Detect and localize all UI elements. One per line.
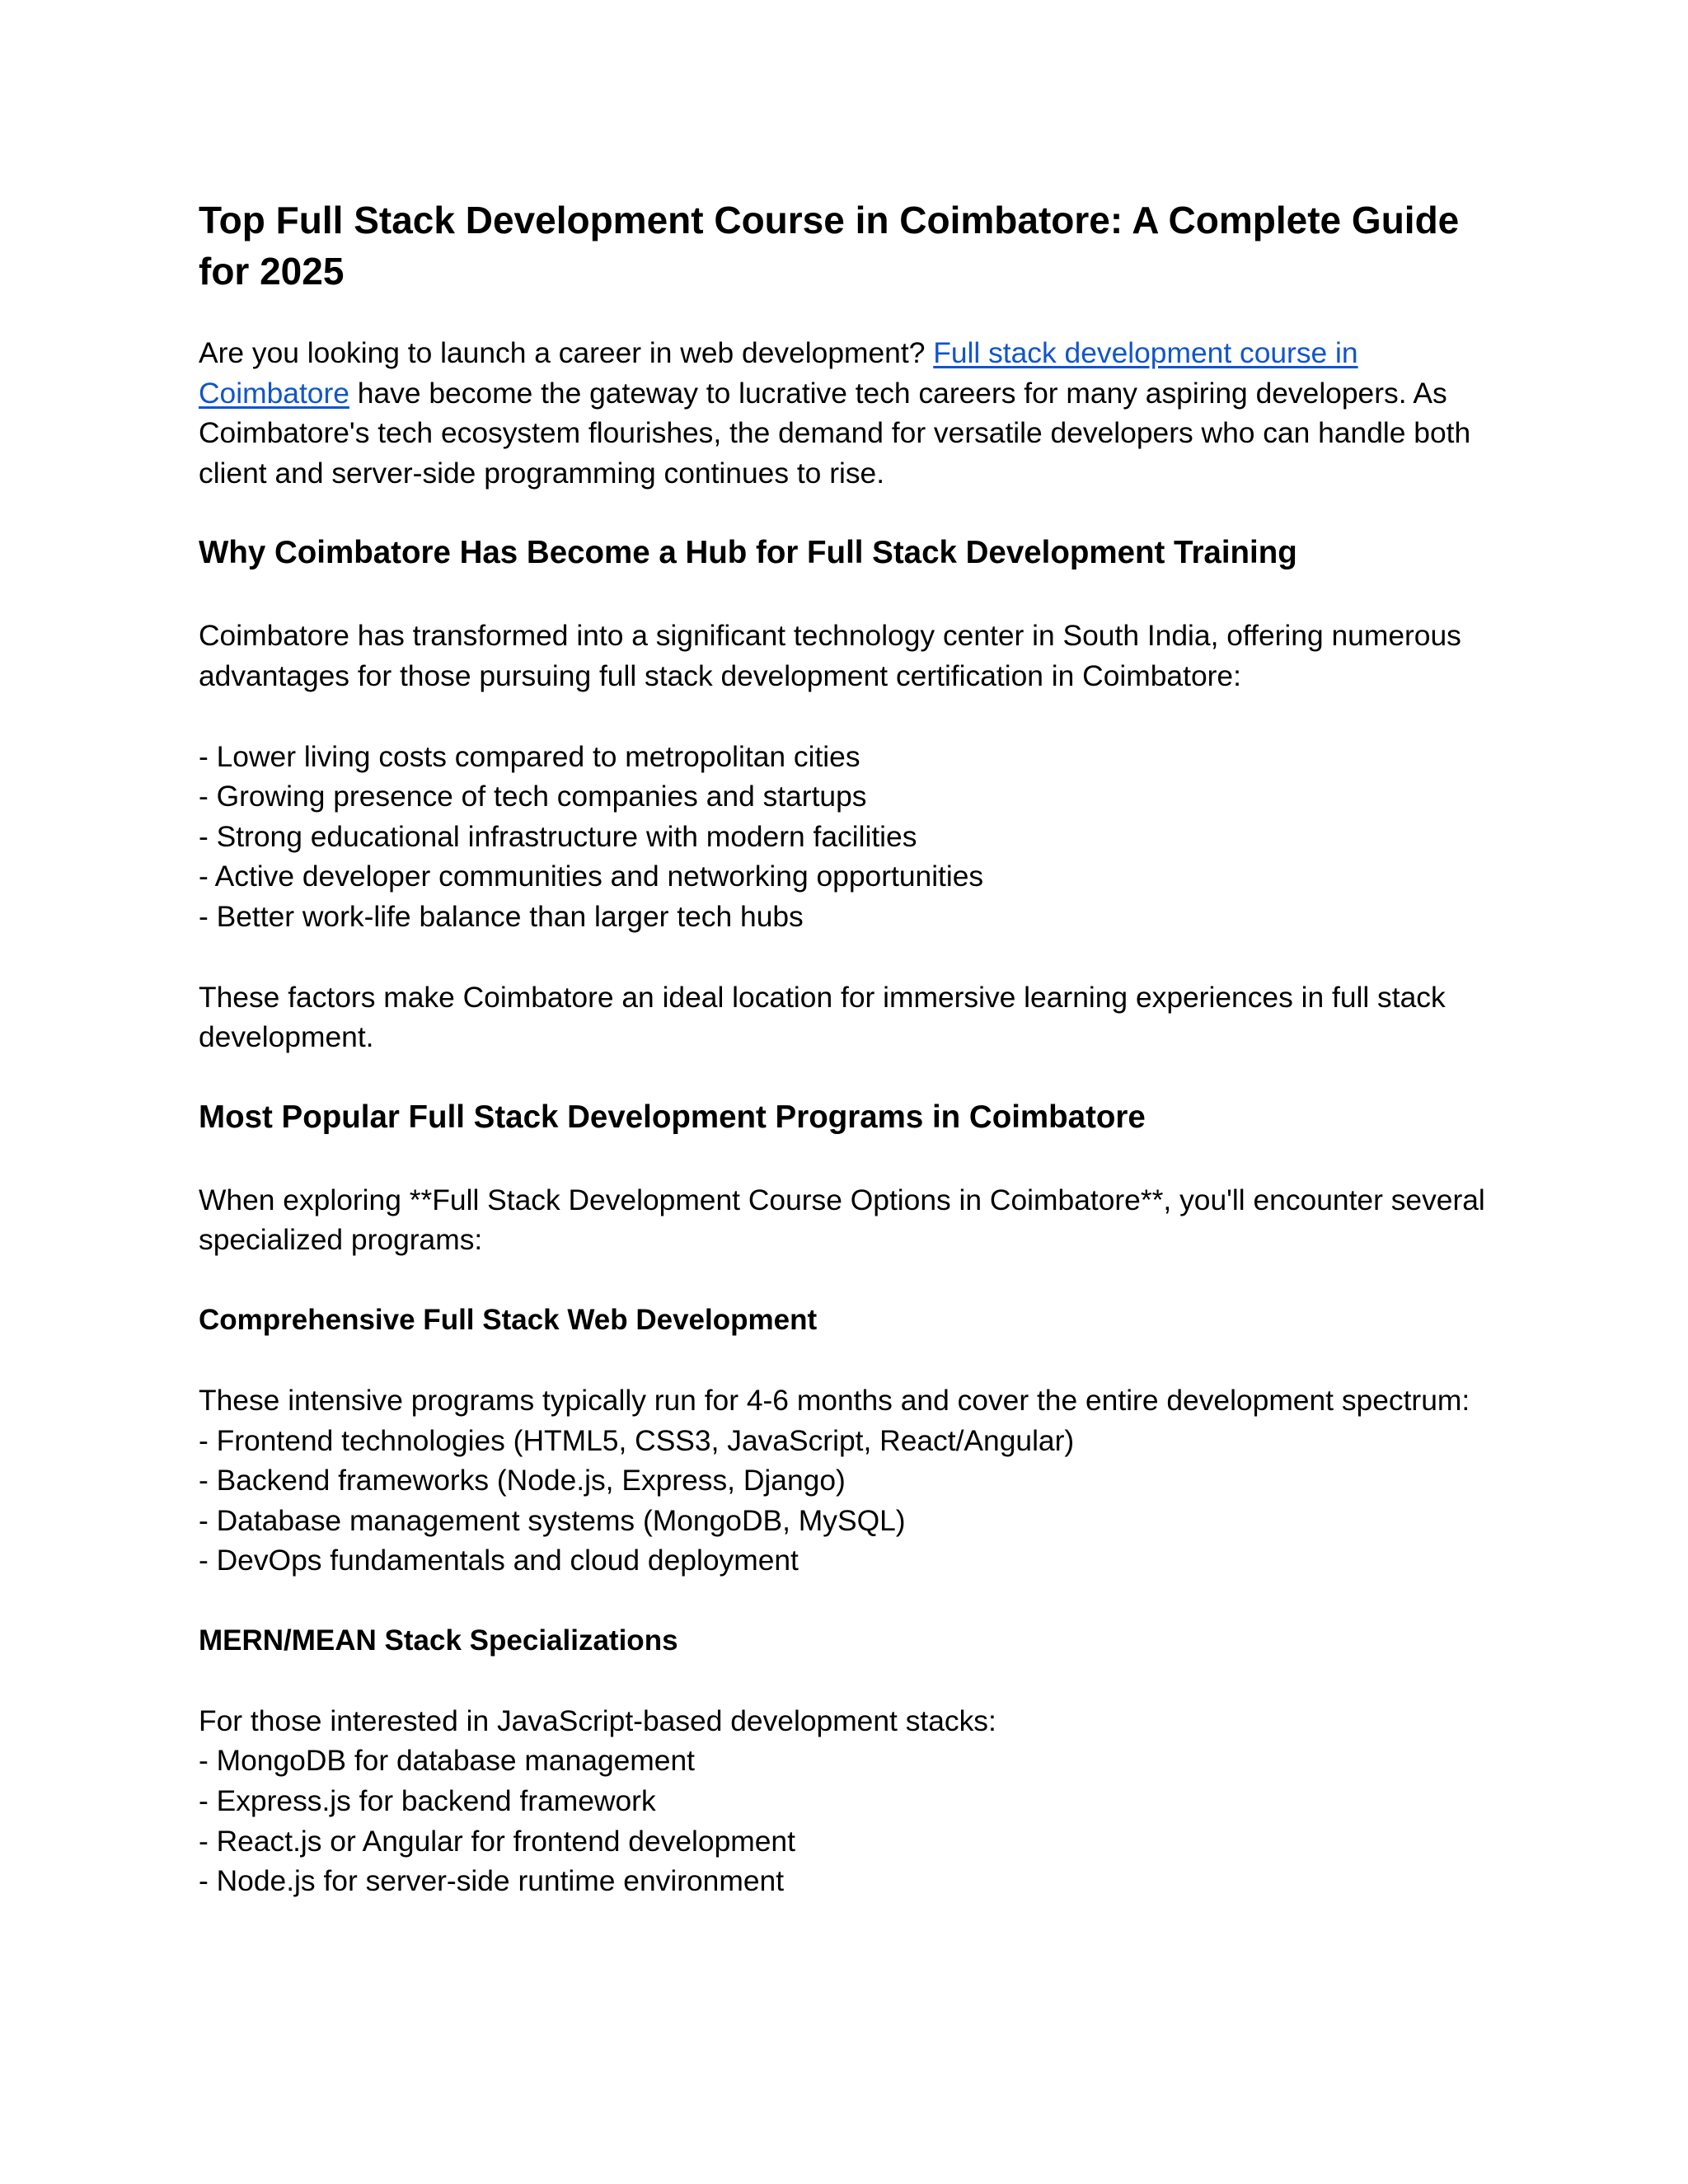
intro-paragraph <box>199 333 1501 493</box>
mern-mean-paragraph: For those interested in JavaScript-based development stacks: <box>199 1704 996 1737</box>
course-link[interactable]: Full stack development course in Coimbatore <box>199 336 1358 410</box>
subheading-comprehensive-full-stack: Comprehensive Full Stack Web Development <box>199 1303 818 1336</box>
section-heading-popular-programs: Most Popular Full Stack Development Programs in Coimbatore <box>199 1099 1146 1135</box>
list-item: - Growing presence of tech companies and startups <box>199 780 867 813</box>
section-closing-paragraph: These factors make Coimbatore an ideal location for immersive learning experiences in full stack development. <box>199 980 1446 1054</box>
list-item: - React.js or Angular for frontend development <box>199 1824 795 1858</box>
document-body <box>199 194 1501 1942</box>
advantages-list <box>199 737 1501 937</box>
intro-text-after-link: have become the gateway to lucrative tech careers for many aspiring developers. As Coimbatore's tech ecosystem flourishes, the demand for versatile developers who can handle both client and server-side programming continues to rise. <box>199 376 1471 490</box>
list-item: - MongoDB for database management <box>199 1744 695 1778</box>
comprehensive-program-paragraph: These intensive programs typically run for 4-6 months and cover the entire development spectrum: <box>199 1383 1470 1417</box>
list-item: - DevOps fundamentals and cloud deployment <box>199 1544 799 1577</box>
document-title: Top Full Stack Development Course in Coimbatore: A Complete Guide for 2025 <box>199 199 1460 293</box>
list-item: - Better work-life balance than larger tech hubs <box>199 899 804 933</box>
subheading-mern-mean: MERN/MEAN Stack Specializations <box>199 1624 678 1657</box>
list-item: - Frontend technologies (HTML5, CSS3, JavaScript, React/Angular) <box>199 1423 1075 1457</box>
intro-text-before-link: Are you looking to launch a career in web development? <box>199 336 934 369</box>
section-heading-why-coimbatore: Why Coimbatore Has Become a Hub for Full Stack Development Training <box>199 535 1297 571</box>
list-item: - Express.js for backend framework <box>199 1784 656 1818</box>
list-item: - Active developer communities and networking opportunities <box>199 860 984 893</box>
mern-mean-block <box>199 1701 1501 1901</box>
list-item: - Backend frameworks (Node.js, Express, Django) <box>199 1464 846 1497</box>
list-item: - Database management systems (MongoDB, MySQL) <box>199 1503 906 1537</box>
section-paragraph-popular-programs: When exploring **Full Stack Development Course Options in Coimbatore**, you'll encounter several specialized programs: <box>199 1183 1485 1257</box>
section-paragraph-why-coimbatore: Coimbatore has transformed into a significant technology center in South India, offering numerous advantages for those pursuing full stack development certification in Coimbatore: <box>199 619 1461 692</box>
list-item: - Lower living costs compared to metropolitan cities <box>199 739 860 773</box>
list-item: - Node.js for server-side runtime environment <box>199 1864 785 1898</box>
list-item: - Strong educational infrastructure with modern facilities <box>199 819 917 853</box>
comprehensive-program-block <box>199 1380 1501 1581</box>
